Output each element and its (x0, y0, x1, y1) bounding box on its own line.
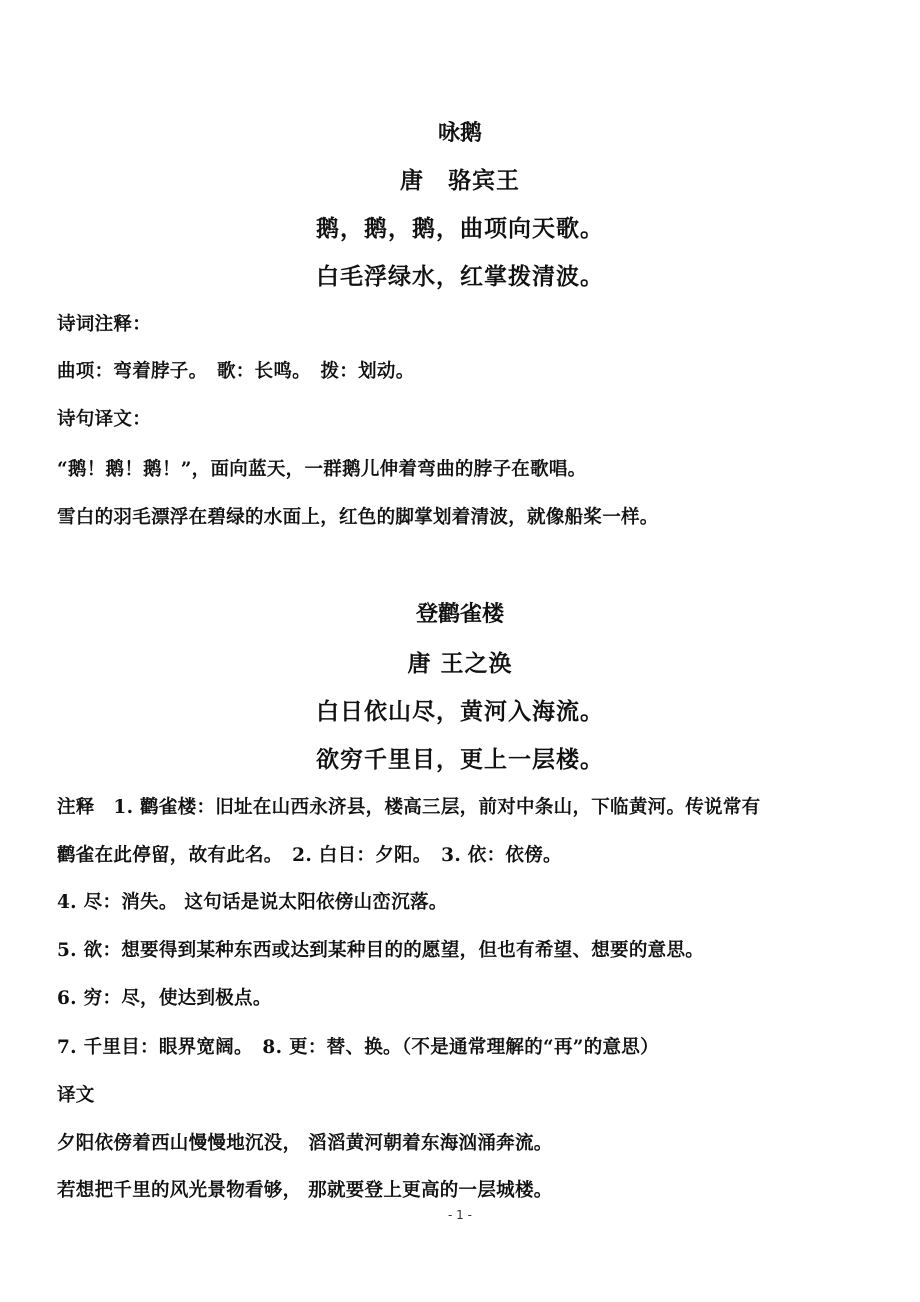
poem1-translation-1: “鹅！鹅！鹅！”，面向蓝天，一群鹅儿伸着弯曲的脖子在歌唱。 (57, 459, 587, 480)
poem2-author: 唐 王之涣 (407, 650, 513, 677)
poem1-notes: 曲项：弯着脖子。 歌：长鸣。 拨：划动。 (57, 361, 415, 382)
poem2-translation-1: 夕阳依傍着西山慢慢地沉没， 滔滔黄河朝着东海汹涌奔流。 (57, 1133, 553, 1154)
poem2-note-5: 5. 欲：想要得到某种东西或达到某种目的的愿望，但也有希望、想要的意思。 (57, 940, 705, 961)
poem2-translation-heading: 译文 (57, 1085, 95, 1106)
poem1-translation-heading: 诗句译文： (57, 409, 152, 430)
poem1-verse-1: 鹅，鹅，鹅，曲项向天歌。 (316, 215, 604, 242)
poem2-note-1-continued: 鹳雀在此停留，故有此名。 2. 白日：夕阳。 3. 依：依傍。 (57, 845, 562, 866)
poem1-verse-2: 白毛浮绿水，红掌拨清波。 (316, 263, 604, 290)
poem2-note-7: 7. 千里目：眼界宽阔。 8. 更：替、换。（不是通常理解的“再”的意思） (57, 1037, 659, 1058)
poem2-translation-2: 若想把千里的风光景物看够， 那就要登上更高的一层城楼。 (57, 1180, 553, 1201)
poem2-note-4: 4. 尽：消失。 这句话是说太阳依傍山峦沉落。 (57, 892, 448, 913)
poem1-notes-heading: 诗词注释： (57, 314, 152, 335)
poem2-verse-2: 欲穷千里目，更上一层楼。 (316, 746, 604, 773)
poem1-author: 唐 骆宾王 (400, 167, 520, 194)
poem1-translation-2: 雪白的羽毛漂浮在碧绿的水面上，红色的脚掌划着清波，就像船桨一样。 (57, 507, 659, 528)
poem2-verse-1: 白日依山尽，黄河入海流。 (316, 698, 604, 725)
poem2-title: 登鹳雀楼 (415, 601, 504, 627)
poem2-note-6: 6. 穷：尽，使达到极点。 (57, 988, 272, 1009)
page-number: - 1 - (448, 1208, 472, 1222)
poem2-note-1: 注释 1. 鹳雀楼：旧址在山西永济县，楼高三层，前对中条山，下临黄河。传说常有 (57, 797, 761, 818)
poem1-title: 咏鹅 (437, 120, 482, 146)
